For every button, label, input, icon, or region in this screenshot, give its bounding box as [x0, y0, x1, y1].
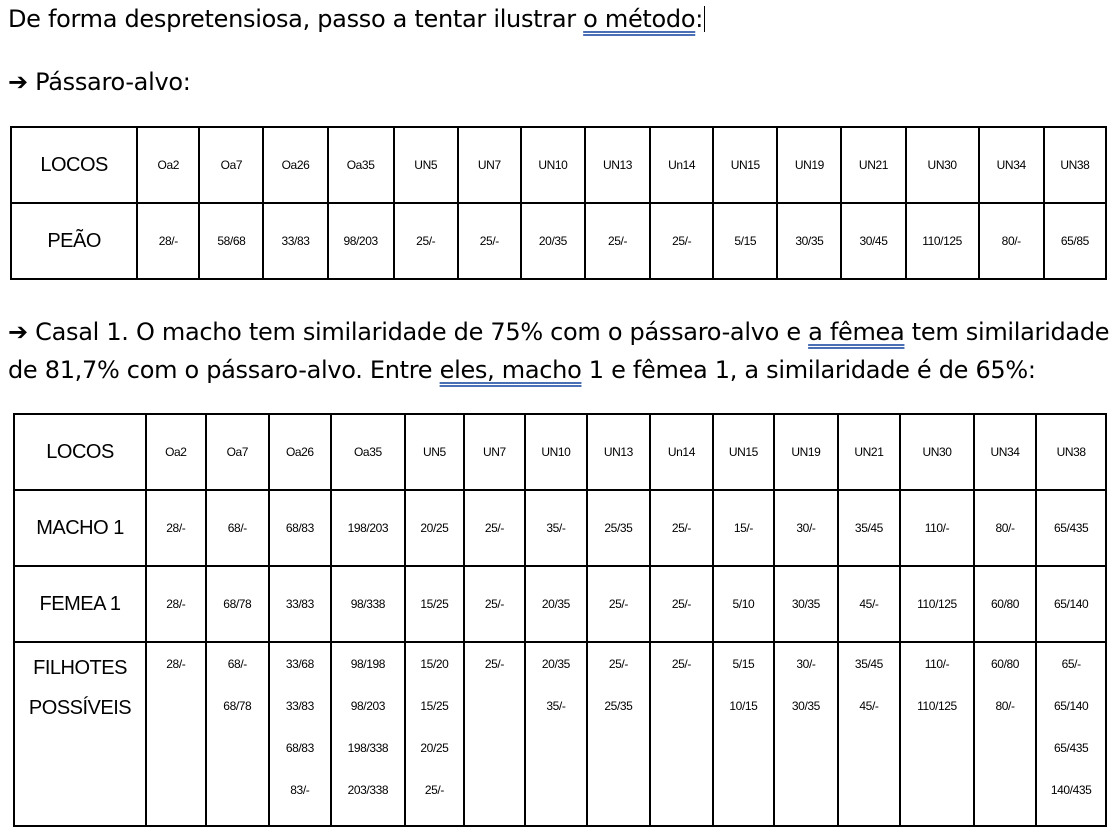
offspring-value: 68/83: [285, 741, 314, 755]
offspring-cell: [900, 642, 974, 826]
column-header-locus: Oa26: [269, 414, 331, 490]
offspring-cell: [587, 642, 651, 826]
table-row: [14, 566, 1106, 642]
couple-link-male[interactable]: eles, macho: [439, 356, 582, 384]
offspring-cell: [713, 642, 775, 826]
offspring-value: 25/-: [608, 657, 628, 671]
table-cell: 65/435: [1036, 490, 1106, 566]
offspring-value: 20/25: [420, 741, 449, 755]
couple-text-d: 1 e fêmea 1, a similaridade é de 65%:: [581, 356, 1036, 384]
table-cell: 28/-: [146, 566, 205, 642]
column-header-locos: LOCOS: [11, 127, 137, 203]
table-row: [14, 642, 1106, 826]
table-cell: 68/78: [206, 566, 270, 642]
offspring-cell: [464, 642, 526, 826]
table-cell: 25/-: [464, 490, 526, 566]
offspring-value: 98/203: [350, 699, 386, 713]
table-cell: 28/-: [137, 203, 199, 279]
column-header-locus: UN5: [405, 414, 463, 490]
table-cell: 45/-: [838, 566, 901, 642]
row-label-offspring: [14, 642, 146, 826]
column-header-locus: UN10: [525, 414, 587, 490]
column-header-locus: UN34: [979, 127, 1044, 203]
row-label: FEMEA 1: [14, 566, 146, 642]
column-header-locus: UN13: [587, 414, 651, 490]
table-cell: 25/-: [650, 203, 713, 279]
column-header-locus: UN7: [464, 414, 526, 490]
offspring-cell: [146, 642, 205, 826]
table-row: [11, 203, 1106, 279]
column-header-locus: UN10: [521, 127, 585, 203]
table-cell: 80/-: [979, 203, 1044, 279]
offspring-value: 68/-: [227, 657, 247, 671]
offspring-value: 10/15: [729, 699, 758, 713]
intro-colon: :: [695, 5, 704, 33]
table-cell: 110/-: [900, 490, 974, 566]
offspring-value: 68/78: [223, 699, 252, 713]
table-cell: 110/125: [906, 203, 979, 279]
offspring-value: 65/-: [1061, 657, 1081, 671]
couple-text-a: Casal 1. O macho tem similaridade de 75% com o pássaro-alvo e: [27, 318, 809, 346]
offspring-value: 35/45: [854, 657, 883, 671]
offspring-value: 33/68: [285, 657, 314, 671]
offspring-cell: [525, 642, 587, 826]
table-cell: 25/-: [394, 203, 458, 279]
column-header-locus: UN30: [900, 414, 974, 490]
offspring-value: 25/35: [604, 699, 633, 713]
column-header-locus: Oa26: [263, 127, 327, 203]
table-cell: 58/68: [199, 203, 263, 279]
row-label-line: FILHOTES: [33, 657, 127, 679]
table-row: [14, 414, 1106, 490]
table-cell: 60/80: [974, 566, 1037, 642]
column-header-locus: UN21: [841, 127, 905, 203]
offspring-value: 15/20: [420, 657, 449, 671]
section-target-bird-text: Pássaro-alvo:: [27, 68, 191, 96]
section-couple-1-line1: [8, 317, 1109, 347]
table-cell: 25/-: [587, 566, 651, 642]
offspring-cell: [774, 642, 838, 826]
offspring-cell: [206, 642, 270, 826]
row-label: MACHO 1: [14, 490, 146, 566]
section-couple-1-line2: [8, 355, 1036, 385]
offspring-value: 140/435: [1050, 783, 1092, 797]
offspring-cell: [974, 642, 1037, 826]
column-header-locus: UN7: [458, 127, 521, 203]
offspring-value: 45/-: [859, 699, 879, 713]
offspring-cell: [650, 642, 713, 826]
offspring-cell: [331, 642, 406, 826]
offspring-value: 5/15: [732, 657, 755, 671]
column-header-locus: UN13: [585, 127, 650, 203]
column-header-locus: UN38: [1044, 127, 1106, 203]
table-cell: 5/15: [713, 203, 777, 279]
offspring-value: 15/25: [420, 699, 449, 713]
offspring-value: 25/-: [424, 783, 444, 797]
table-cell: 25/-: [458, 203, 521, 279]
offspring-value: 30/35: [791, 699, 820, 713]
table-cell: 98/203: [328, 203, 394, 279]
column-header-locus: UN15: [713, 127, 777, 203]
offspring-value: 110/125: [917, 699, 957, 713]
offspring-value: 25/-: [671, 657, 691, 671]
offspring-value: 110/-: [924, 657, 950, 671]
column-header-locus: UN30: [906, 127, 979, 203]
offspring-value: 98/198: [350, 657, 386, 671]
table-cell: 33/83: [263, 203, 327, 279]
table-cell: 25/-: [585, 203, 650, 279]
table-cell: 25/35: [587, 490, 651, 566]
offspring-value: 28/-: [166, 657, 186, 671]
intro-link-method[interactable]: o método: [583, 5, 696, 33]
table-cell: 25/-: [650, 490, 713, 566]
offspring-cell: [1036, 642, 1106, 826]
table-cell: 20/35: [521, 203, 585, 279]
offspring-value: 198/338: [347, 741, 389, 755]
couple-1-table: [13, 413, 1107, 827]
couple-text-b: tem similaridade: [904, 318, 1110, 346]
intro-text: De forma despretensiosa, passo a tentar ilustrar: [8, 5, 584, 33]
column-header-locus: UN5: [394, 127, 458, 203]
table-row: [14, 490, 1106, 566]
table-cell: 30/45: [841, 203, 905, 279]
table-cell: 65/85: [1044, 203, 1106, 279]
target-bird-table: [10, 126, 1107, 280]
offspring-cell: [269, 642, 331, 826]
column-header-locus: UN19: [774, 414, 838, 490]
row-label-line: POSSÍVEIS: [28, 697, 132, 719]
table-cell: 98/338: [331, 566, 406, 642]
table-cell: 35/45: [838, 490, 901, 566]
column-header-locus: Oa7: [199, 127, 263, 203]
table-cell: 25/-: [650, 566, 713, 642]
column-header-locus: UN21: [838, 414, 901, 490]
offspring-value: 65/435: [1053, 741, 1089, 755]
section-target-bird: [8, 67, 191, 97]
offspring-cell: [838, 642, 901, 826]
table-cell: 28/-: [146, 490, 205, 566]
column-header-locos: LOCOS: [14, 414, 146, 490]
offspring-value: 20/35: [541, 657, 570, 671]
table-cell: 35/-: [525, 490, 587, 566]
offspring-value: 35/-: [546, 699, 566, 713]
arrow-right-icon: ➔: [8, 318, 28, 346]
column-header-locus: Oa2: [137, 127, 199, 203]
table-cell: 15/25: [405, 566, 463, 642]
arrow-right-icon: ➔: [8, 68, 28, 96]
offspring-cell: [405, 642, 463, 826]
offspring-value: 33/83: [285, 699, 314, 713]
column-header-locus: UN38: [1036, 414, 1106, 490]
table-cell: 20/25: [405, 490, 463, 566]
couple-text-c: de 81,7% com o pássaro-alvo. Entre: [8, 356, 440, 384]
table-cell: 30/35: [774, 566, 838, 642]
table-cell: 198/203: [331, 490, 406, 566]
offspring-value: 203/338: [347, 783, 389, 797]
table-cell: 25/-: [464, 566, 526, 642]
table-cell: 20/35: [525, 566, 587, 642]
couple-link-female[interactable]: a fêmea: [808, 318, 905, 346]
column-header-locus: Un14: [650, 414, 713, 490]
offspring-value: 60/80: [991, 657, 1020, 671]
table-cell: 30/-: [774, 490, 838, 566]
column-header-locus: Oa35: [328, 127, 394, 203]
text-cursor: [704, 6, 705, 32]
column-header-locus: Un14: [650, 127, 713, 203]
table-cell: 33/83: [269, 566, 331, 642]
intro-paragraph: [8, 4, 705, 34]
offspring-value: 30/-: [796, 657, 816, 671]
table-cell: 5/10: [713, 566, 775, 642]
table-cell: 68/83: [269, 490, 331, 566]
row-label: PEÃO: [11, 203, 137, 279]
column-header-locus: Oa2: [146, 414, 205, 490]
column-header-locus: UN34: [974, 414, 1037, 490]
offspring-value: 65/140: [1053, 699, 1089, 713]
table-row: [11, 127, 1106, 203]
table-cell: 68/-: [206, 490, 270, 566]
offspring-value: 25/-: [484, 657, 504, 671]
table-cell: 30/35: [777, 203, 841, 279]
column-header-locus: Oa35: [331, 414, 406, 490]
table-cell: 110/125: [900, 566, 974, 642]
column-header-locus: Oa7: [206, 414, 270, 490]
table-cell: 15/-: [713, 490, 775, 566]
offspring-value: 80/-: [995, 699, 1015, 713]
column-header-locus: UN19: [777, 127, 841, 203]
column-header-locus: UN15: [713, 414, 775, 490]
table-cell: 65/140: [1036, 566, 1106, 642]
offspring-value: 83/-: [290, 783, 310, 797]
table-cell: 80/-: [974, 490, 1037, 566]
